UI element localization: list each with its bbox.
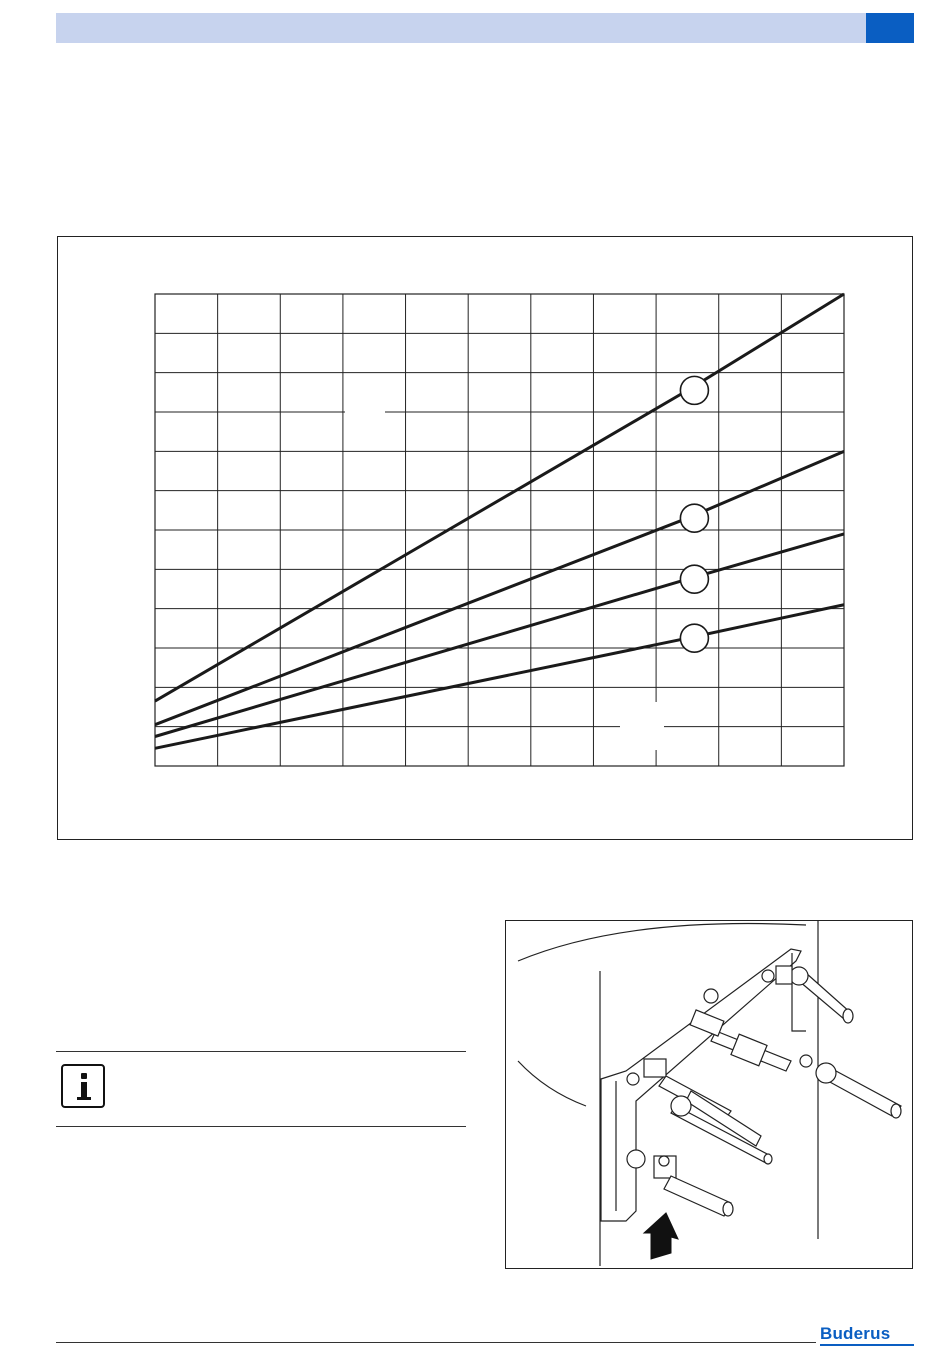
series-marker-1 <box>680 376 708 404</box>
header-page-tab <box>866 13 914 43</box>
valve-assembly-illustration <box>505 920 913 1269</box>
series-line-1 <box>155 294 844 701</box>
brand-name: Buderus <box>820 1324 891 1343</box>
series-line-2 <box>155 451 844 724</box>
series-marker-4 <box>680 624 708 652</box>
series-marker-2 <box>680 504 708 532</box>
info-icon <box>61 1064 105 1108</box>
footer-rule <box>56 1342 816 1343</box>
pipe-valve-drawing <box>506 921 913 1269</box>
header-bar <box>56 13 866 43</box>
info-note <box>56 1051 466 1127</box>
brand-logo <box>820 1324 914 1344</box>
chart-frame <box>57 236 913 840</box>
series-line-3 <box>155 534 844 737</box>
series-marker-3 <box>680 565 708 593</box>
label-blank-patch <box>345 379 385 421</box>
up-arrow-icon <box>644 1213 678 1259</box>
label-blank-patch <box>620 702 664 750</box>
line-chart <box>58 237 914 841</box>
